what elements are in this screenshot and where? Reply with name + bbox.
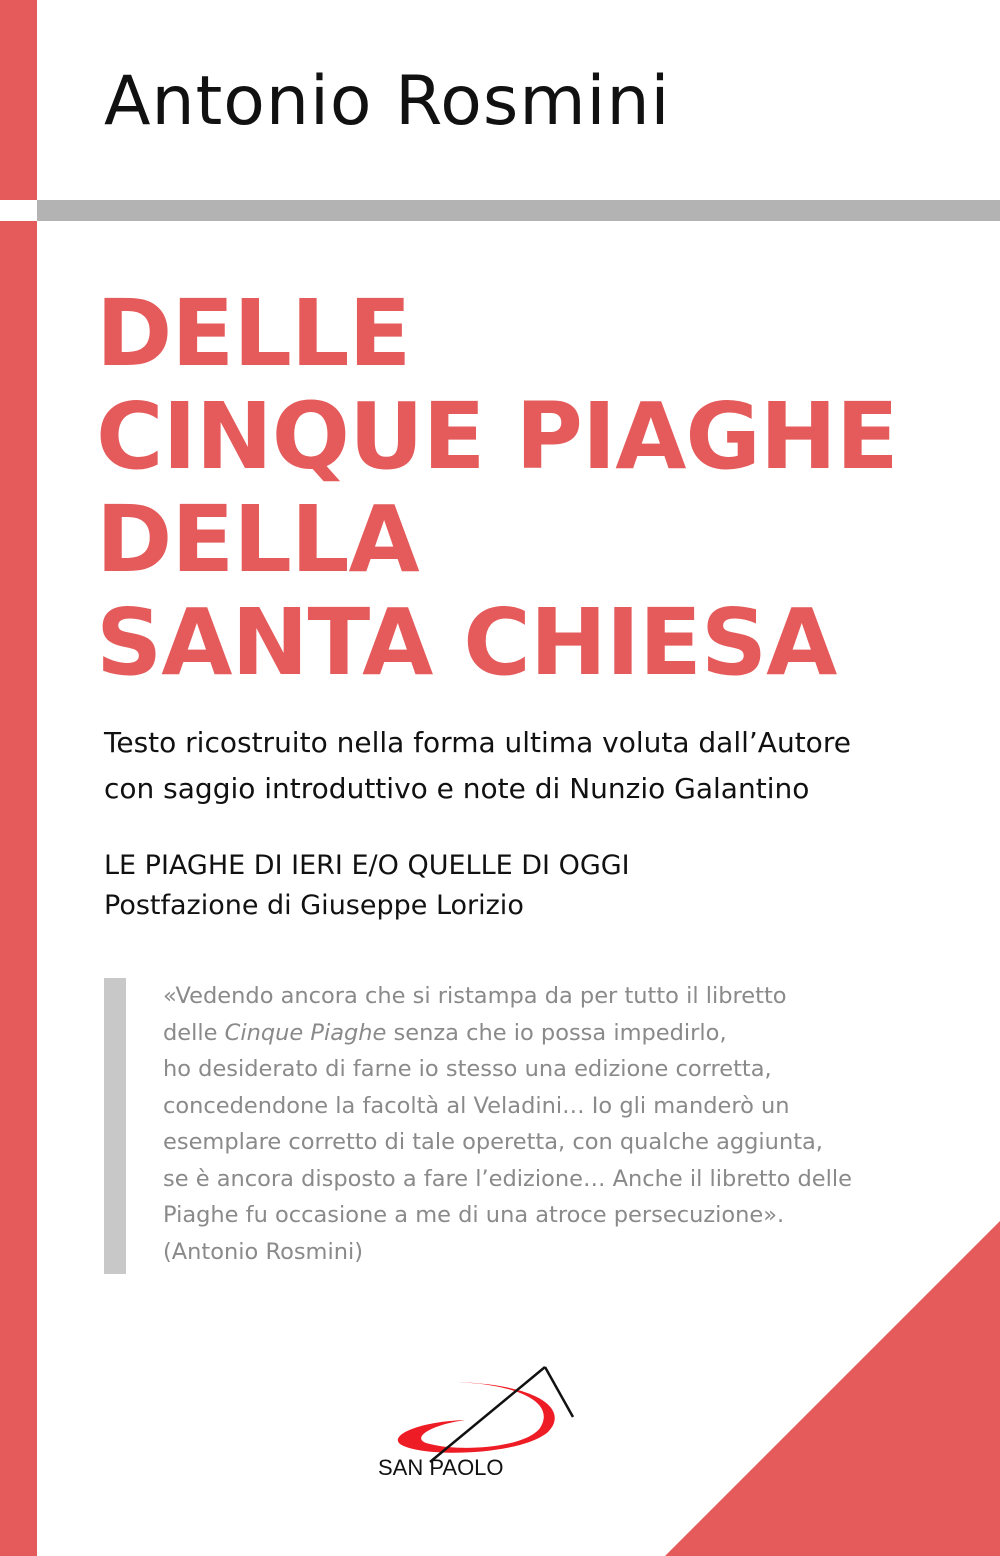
title-line: DELLE [96, 280, 411, 387]
subtitle-line: con saggio introduttivo e note di Nunzio Galantino [104, 772, 810, 805]
quote-text: delle [163, 1019, 225, 1046]
author-name: Antonio Rosmini [104, 62, 671, 141]
corner-triangle [665, 1221, 1000, 1556]
quote-line: Piaghe fu occasione a me di una atroce persecuzione». [163, 1202, 785, 1228]
quote-attribution: (Antonio Rosmini) [163, 1238, 364, 1265]
subtitle [104, 720, 851, 812]
quote-line: esemplare corretto di tale operetta, con qualche aggiunta, [163, 1129, 823, 1155]
quote-bar [104, 978, 126, 1274]
left-accent-bar-bottom [0, 221, 37, 1556]
publisher-name: SAN PAOLO [378, 1455, 504, 1480]
quote-line: concedendone la facoltà al Veladini… Io gli manderò un [163, 1092, 790, 1119]
subtitle-line: Testo ricostruito nella forma ultima voluta dall’Autore [104, 726, 851, 759]
postface-author: Postfazione di Giuseppe Lorizio [104, 890, 524, 921]
quote-text: senza che io possa impedirlo, [386, 1019, 727, 1046]
postface-info [104, 846, 630, 926]
quote-italic-text: Cinque Piaghe [224, 1019, 387, 1046]
gray-divider-bar [37, 200, 1000, 221]
quote-line: ho desiderato di farne io stesso una edizione corretta, [163, 1056, 772, 1082]
postface-title: LE PIAGHE DI IERI E/O QUELLE DI OGGI [104, 850, 630, 881]
title-line: SANTA CHIESA [96, 589, 837, 696]
quote-line: «Vedendo ancora che si ristampa da per tutto il libretto [163, 983, 787, 1009]
quote-line [163, 1015, 963, 1052]
book-title [96, 282, 898, 694]
left-accent-bar-top [0, 0, 37, 200]
quote-line: se è ancora disposto a fare l’edizione… Anche il libretto delle [163, 1165, 852, 1192]
title-line: CINQUE PIAGHE [96, 383, 898, 490]
title-line: DELLA [96, 486, 419, 593]
